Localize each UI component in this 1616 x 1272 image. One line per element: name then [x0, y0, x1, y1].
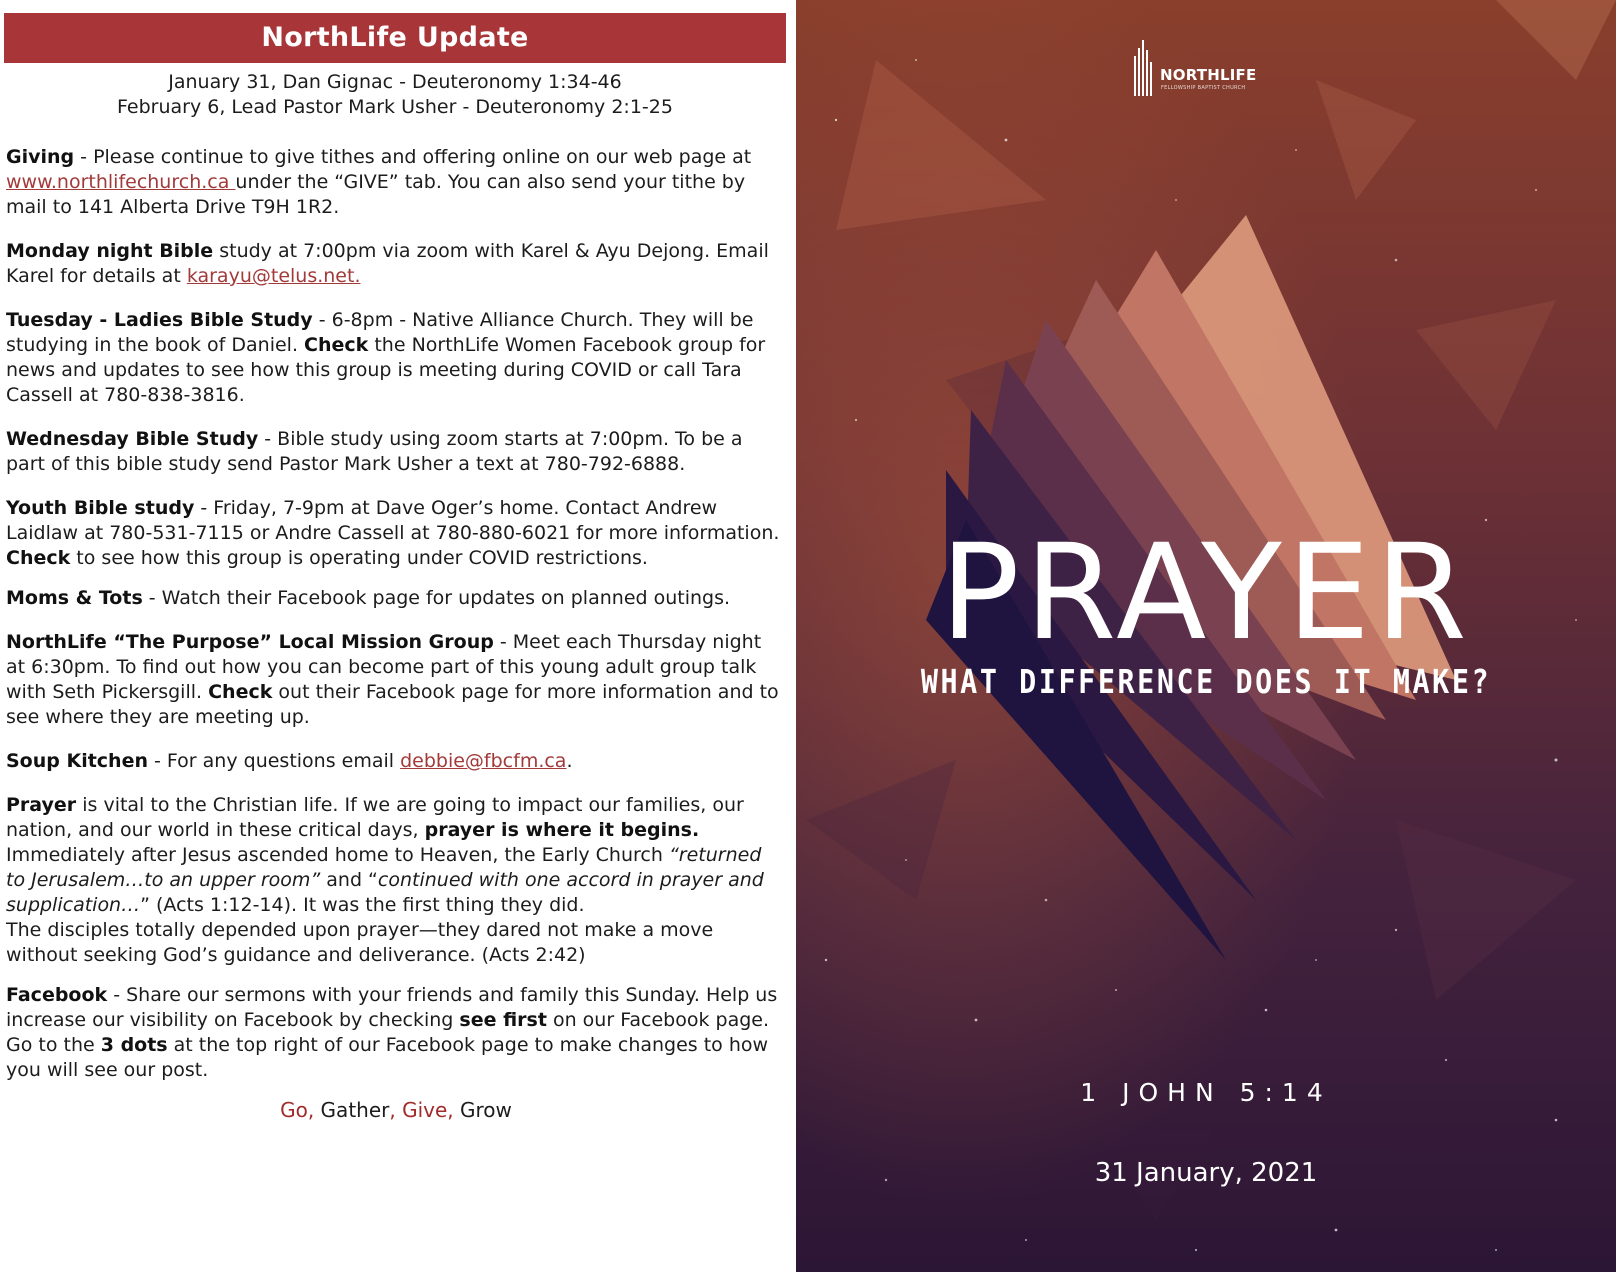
motto-word: Give, — [395, 1098, 454, 1122]
notice-text: Immediately after Jesus ascended home to Heaven, the Early Church — [6, 844, 669, 866]
notice-text: - Share our sermons with your friends and family this Sunday. Help us increase our visibility on Facebook by checking — [6, 984, 778, 1031]
notice-text: The disciples totally depended upon prayer—they dared not make a move without seeking God’s guidance and deliverance. (Acts 2:42) — [6, 919, 714, 966]
scripture-quote: “returned to Jerusalem…to an upper room” — [6, 844, 762, 891]
moms-notice — [6, 586, 786, 611]
monday-notice — [6, 239, 786, 289]
notice-heading: Youth Bible study — [6, 497, 195, 519]
notice-emphasis: Check — [208, 681, 273, 703]
notice-text: under the “GIVE” tab. You can also send your tithe by mail to 141 Alberta Drive T9H 1R2. — [6, 171, 746, 218]
notice-text: - Meet each Thursday night at 6:30pm. To find out how you can become part of this young adult group talk with Seth Pickersgill. — [6, 631, 762, 703]
schedule-line: January 31, Dan Gignac - Deuteronomy 1:34-46 — [168, 71, 622, 93]
facebook-notice — [6, 983, 786, 1083]
notice-text: and “ — [320, 869, 378, 891]
notice-heading: Prayer — [6, 794, 77, 816]
logo-subtitle: FELLOWSHIP BAPTIST CHURCH — [1161, 85, 1246, 91]
wednesday-notice — [6, 427, 786, 477]
notice-emphasis: prayer is where it begins. — [424, 819, 700, 841]
notice-heading: Moms & Tots — [6, 587, 143, 609]
notice-emphasis: Check — [6, 547, 71, 569]
logo-name: NORTHLIFE — [1160, 66, 1257, 84]
cover-panel — [796, 0, 1616, 1272]
notice-heading: Soup Kitchen — [6, 750, 148, 772]
notice-emphasis: 3 dots — [100, 1034, 168, 1056]
banner-title: NorthLife Update — [4, 13, 786, 63]
notice-text: the NorthLife Women Facebook group for news and updates to see how this group is meeting during COVID or call Tara Cassell at 780-838-3816. — [6, 334, 766, 406]
cover-title: PRAYER — [940, 516, 1472, 670]
motto-word: , — [389, 1098, 396, 1122]
cover-verse: 1 JOHN 5:14 — [1080, 1078, 1332, 1107]
notice-text: ” (Acts 1:12-14). It was the first thing they did. — [140, 894, 585, 916]
motto-word: Gather — [314, 1098, 390, 1122]
logo-mark-icon — [1132, 40, 1156, 96]
notice-text: - Bible study using zoom starts at 7:00pm. To be a part of this bible study send Pastor Mark Usher a text at 780-792-6888. — [6, 428, 743, 475]
tuesday-notice — [6, 308, 786, 408]
notice-heading: Tuesday - Ladies Bible Study — [6, 309, 313, 331]
notice-heading: Giving — [6, 146, 75, 168]
notice-heading: NorthLife “The Purpose” Local Mission Group — [6, 631, 494, 653]
notice-text: - For any questions email — [148, 750, 401, 772]
notice-text: to see how this group is operating under COVID restrictions. — [70, 547, 648, 569]
notice-text: study at 7:00pm via zoom with Karel & Ayu Dejong. Email Karel for details at — [6, 240, 769, 287]
sermon-schedule — [4, 70, 786, 120]
church-motto — [6, 1098, 786, 1123]
schedule-line: February 6, Lead Pastor Mark Usher - Deuteronomy 2:1-25 — [117, 96, 673, 118]
cover-subtitle: WHAT DIFFERENCE DOES IT MAKE? — [920, 662, 1492, 701]
giving-notice — [6, 145, 786, 220]
motto-word: Go, — [280, 1098, 315, 1122]
notice-text: at the top right of our Facebook page to make changes to how you will see our post. — [6, 1034, 769, 1081]
email-link[interactable]: debbie@fbcfm.ca — [400, 750, 567, 772]
soup-notice — [6, 749, 786, 774]
notice-text: is vital to the Christian life. If we are going to impact our families, our nation, and our world in these critical days, — [6, 794, 744, 841]
notice-text: - Please continue to give tithes and offering online on our web page at — [74, 146, 752, 168]
prayer-notice — [6, 793, 786, 968]
notice-text: . — [566, 750, 573, 772]
notice-heading: Monday night Bible — [6, 240, 214, 262]
church-logo — [1132, 40, 1282, 100]
purpose-notice — [6, 630, 786, 730]
notice-emphasis: Check — [304, 334, 369, 356]
notice-text: - Friday, 7-9pm at Dave Oger’s home. Contact Andrew Laidlaw at 780-531-7115 or Andre Cassell at 780-880-6021 for more information. — [6, 497, 780, 544]
bulletin-page — [0, 0, 790, 1272]
email-link[interactable]: karayu@telus.net. — [186, 265, 361, 287]
notice-text: - Watch their Facebook page for updates on planned outings. — [142, 587, 731, 609]
website-link[interactable]: www.northlifechurch.ca — [6, 171, 236, 193]
notice-text: - 6-8pm - Native Alliance Church. They will be studying in the book of Daniel. — [6, 309, 754, 356]
youth-notice — [6, 496, 786, 571]
notice-heading: Wednesday Bible Study — [6, 428, 259, 450]
motto-word: Grow — [453, 1098, 512, 1122]
notice-heading: Facebook — [6, 984, 108, 1006]
notices — [6, 145, 786, 1123]
notice-emphasis: see first — [459, 1009, 547, 1031]
notice-text: on our Facebook page. Go to the — [6, 1009, 770, 1056]
scripture-quote: continued with one accord in prayer and supplication… — [6, 869, 764, 916]
notice-text: out their Facebook page for more information and to see where they are meeting up. — [6, 681, 779, 728]
cover-date: 31 January, 2021 — [1094, 1158, 1318, 1188]
